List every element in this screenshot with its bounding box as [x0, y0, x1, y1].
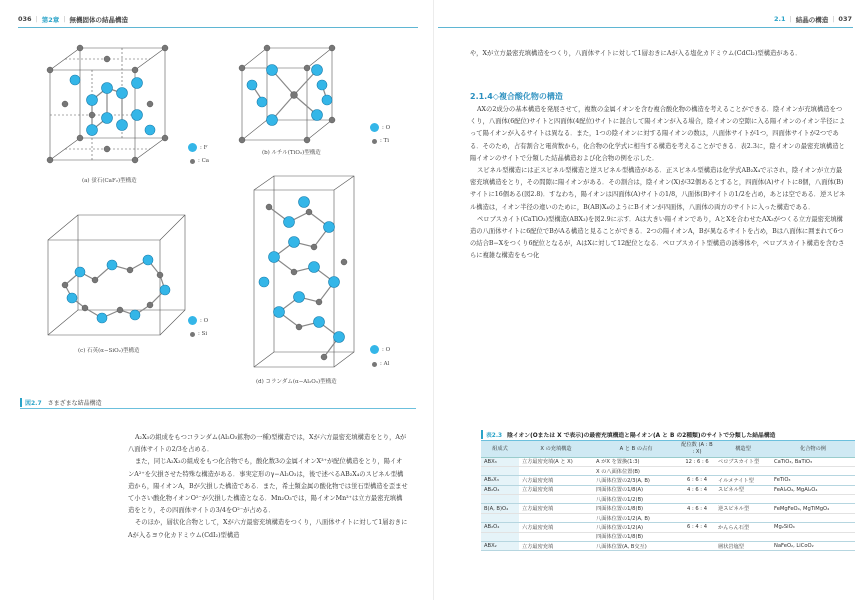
data-table [481, 441, 855, 551]
table-cell [519, 532, 593, 541]
table-cell [481, 495, 519, 504]
legend-al: : Al [372, 361, 389, 367]
table-cell: Mg₂SiO₄ [771, 523, 855, 532]
table-cell [715, 513, 771, 522]
table-cell: AB₂O₄ [481, 485, 519, 494]
table-cell: AB₂O₄ [481, 523, 519, 532]
paragraph: そのほか，層状化合物として，Xが六方最密充填構造をつくり，八面体サイトに対して1層おきにAが入るヨウ化カドミウム(CdI₂)型構造 [128, 519, 408, 539]
table-row [481, 457, 855, 466]
table-cell [679, 513, 715, 522]
left-running-header: 036 | 第2章 | 無機固体の結晶構造 [18, 15, 129, 24]
table-cell [679, 466, 715, 475]
table-cell: 八面体位置の1/2(A) [593, 523, 679, 532]
table-cell: スピネル型 [715, 485, 771, 494]
table-cell: FeAl₂O₄, MgAl₂O₄ [771, 485, 855, 494]
table-cell: 六方最密充填 [519, 476, 593, 485]
table-cell: 立方最密充填 [519, 485, 593, 494]
table-cell: 八面体位置の1/2(A, B) [593, 513, 679, 522]
table-cell: ペロブスカイト型 [715, 457, 771, 466]
paragraph: A₂X₃の組成をもつコランダム(Al₂O₃鉱物の一種)型構造では，Xが六方最密充填構造をとり，Aが八面体サイトの2/3を占める． [128, 434, 407, 454]
table-cell: ABX₂ [481, 542, 519, 551]
table-cell [715, 495, 771, 504]
paragraph: ペロブスカイト(CaTiO₃)型構造(ABX₃)を図2.9に示す．Aは大きい陽イオンであり，AとXを合わせたAX₃がつくる立方最密充填構造の八面体サイトに6配位でBがAる構造と見ることができる．2つの陽イオンA，Bが異なるサイトを占め，Bは八面体に囲まれて6つの結合B−Xをつくり6配位となるが，AはXに対して12配位となる．ペロブスカイト型構造の誘導体や，ペロブスカイト構造を含むさらに複雑な構造をもつ化 [470, 215, 845, 260]
table-cell: かんらん石型 [715, 523, 771, 532]
rutile-structure-figure [232, 40, 352, 150]
left-body-text [128, 432, 408, 542]
caption-a: (a) 蛍石(CaF₂)型構造 [82, 178, 137, 184]
figure-title [20, 397, 416, 409]
table-row [481, 466, 855, 475]
table-cell: CaTiO₃, BaTiO₃ [771, 457, 855, 466]
table-cell: AB₂X₃ [481, 476, 519, 485]
table-cell: 4 : 6 : 4 [679, 504, 715, 513]
table-cell: 4 : 6 : 4 [679, 485, 715, 494]
paragraph: また，同じA₂X₃の組成をもつ化合物でも，酸化数3の金属イオンX³⁺が配位構造をとり，陽イオンA²⁺を欠損させた特殊な構造がある．事実定形のγ−Al₂O₃は，後で述べるAB₂X₄のスピネル型構造から，陽イオンA，Bが欠損した構造である．また，希土類金属の酸化物では蛍石型構造を歪ませて小さい酸化物イオンO²⁻が欠損した構造となる．Mn₂O₃では，陽イオンMn³⁺は立方最密充填構造をとり，その四面体サイトの3/4をO²⁻が占める． [128, 458, 408, 515]
figure-number: 図2.7 [20, 398, 42, 407]
right-page [433, 0, 866, 600]
section-number: 2.1 [774, 15, 786, 23]
col-header: 組成式 [481, 441, 519, 457]
table-cell [771, 532, 855, 541]
chapter-title: 無機固体の結晶構造 [69, 15, 129, 24]
legend-si: : Si [190, 331, 207, 337]
table-cell [481, 532, 519, 541]
table-cell [519, 466, 593, 475]
legend-ti: : Ti [372, 138, 389, 144]
col-header: 配位数 (A : B : X) [679, 441, 715, 457]
table-cell: 六方最密充填 [519, 523, 593, 532]
table-row [481, 504, 855, 513]
table-cell [481, 513, 519, 522]
legend-o-d: : O [370, 345, 390, 354]
table-cell: イルメナイト型 [715, 476, 771, 485]
left-page-number: 036 [18, 15, 32, 23]
table-cell: 立方最密充填 [519, 542, 593, 551]
caption-b: (b) ルチル(TiO₂)型構造 [262, 150, 321, 156]
table-cell [715, 532, 771, 541]
table-row [481, 485, 855, 494]
table-cell: A がX を置換(1:3) [593, 457, 679, 466]
table-cell: 12 : 6 : 6 [679, 457, 715, 466]
right-body-text [470, 104, 848, 263]
right-intro-text [470, 48, 848, 60]
table-cell: FeTiO₃ [771, 476, 855, 485]
table-cell: 八面体位置の1/2(B) [593, 495, 679, 504]
table-cell: 6 : 6 : 4 [679, 476, 715, 485]
header-rule [438, 27, 853, 28]
table-row [481, 532, 855, 541]
table-cell [519, 513, 593, 522]
right-page-number: 037 [838, 15, 852, 23]
table-title: 表2.3 陰イオン(Oまたは X で表示)の最密充填構造と陽イオン(A と B の2種類)のサイトで分類した結晶構造 [481, 428, 855, 441]
table-row [481, 476, 855, 485]
table-cell [679, 495, 715, 504]
legend-o-c: : O [188, 316, 208, 325]
table-cell: X の八面体位置(B) [593, 466, 679, 475]
table-cell: 逆スピネル型 [715, 504, 771, 513]
col-header: A と B の占有 [593, 441, 679, 457]
table-cell [771, 495, 855, 504]
col-header: 構造型 [715, 441, 771, 457]
paragraph: AXの2成分の基本構造を発展させて，複数の金属イオンを含む複合酸化物の構造を考えることができる．陰イオンが充填構造をつくり，八面体(6配位)サイトと四面体(4配位)サイトに混合して陽イオンが入る場合，陰イオンの空隙に入る陽イオンのイオン半径によって陽イオンが入るサイトは異なる．また，1つの陰イオンに対する陽イオンの数は，八面体サイトが1つ，四面体サイトが2つである．そのため，占有割合と電荷数から，化合物の化学式に相当する構造を考えることができる．表2.3に，陰イオンの最密充填構造と陽イオンのサイトで分類した結晶構造および化合物の例を示した． [470, 106, 846, 162]
table-cell: 八面体位置(A, B交互) [593, 542, 679, 551]
table-cell [519, 495, 593, 504]
header-rule [18, 27, 418, 28]
table-cell: 八面体位置の2/3(A, B) [593, 476, 679, 485]
paragraph: スピネル型構造には正スピネル型構造と逆スピネル型構造がある．正スピネル型構造は化学式AB₂X₄で示され，陰イオンが立方最密充填構造をとり，その間隙に陽イオンがある．その割合は，陰イオン(X)が32個あるとすると，四面体(A)サイトに8個，八面体(B)サイトに16個ある(図2.8)．すなわち，陽イオンは四面体(A)サイトの1/8，八面体(B)サイトの1/2を占め，あとは空である．逆スピネル構造は，イオン半径の違いのために，B(AB)X₄のようにBイオンが四面体，八面体の両方のサイトに入った構造である． [470, 167, 846, 211]
caption-d: (d) コランダム(α−Al₂O₃)型構造 [256, 379, 337, 385]
legend-o-b: : O [370, 123, 390, 132]
table-cell: 立方最密充填(A と X) [519, 457, 593, 466]
fluorite-structure-figure [40, 40, 190, 175]
table-row [481, 495, 855, 504]
table-cell: B(A, B)O₄ [481, 504, 519, 513]
table-cell [679, 542, 715, 551]
legend-f: : F [188, 143, 207, 152]
table-cell: 四面体位置の1/8(B) [593, 504, 679, 513]
table-cell: 立方最密充填 [519, 504, 593, 513]
table-cell: 四面体位置の1/8(A) [593, 485, 679, 494]
paragraph: や，Xが立方最密充填構造をつくり，八面体サイトに対して1層おきにAが入る塩化カドミウム(CdCl₂)型構造がある． [470, 50, 802, 57]
table-cell: 四面体位置の1/8(B) [593, 532, 679, 541]
table-cell: ABX₃ [481, 457, 519, 466]
table-cell: 層状岩塩型 [715, 542, 771, 551]
chapter-label: 第2章 [41, 15, 60, 24]
col-header: 化合物の例 [771, 441, 855, 457]
table-cell [679, 532, 715, 541]
table-cell [771, 513, 855, 522]
table-cell: 6 : 4 : 4 [679, 523, 715, 532]
table-row [481, 513, 855, 522]
section-heading: 2.1.4◇複合酸化物の構造 [470, 92, 563, 101]
table-cell [771, 466, 855, 475]
figure-title-text: さまざまな結晶構造 [47, 400, 102, 407]
caption-c: (c) 石英(α−SiO₂)型構造 [78, 348, 140, 354]
right-running-header: 2.1 | 結晶の構造 | 037 [774, 15, 852, 24]
table-row [481, 523, 855, 532]
table-header-row [481, 441, 855, 457]
table-cell: NaFeO₂, LiCoO₂ [771, 542, 855, 551]
quartz-structure-figure [40, 210, 190, 340]
col-header: X の充填構造 [519, 441, 593, 457]
table-cell [715, 466, 771, 475]
table-cell: FeMgFeO₄, MgTiMgO₄ [771, 504, 855, 513]
corundum-structure-figure [244, 172, 364, 372]
structure-table [481, 428, 855, 551]
table-row [481, 542, 855, 551]
legend-ca: : Ca [190, 158, 209, 164]
section-header-title: 結晶の構造 [795, 15, 829, 24]
table-cell [481, 466, 519, 475]
